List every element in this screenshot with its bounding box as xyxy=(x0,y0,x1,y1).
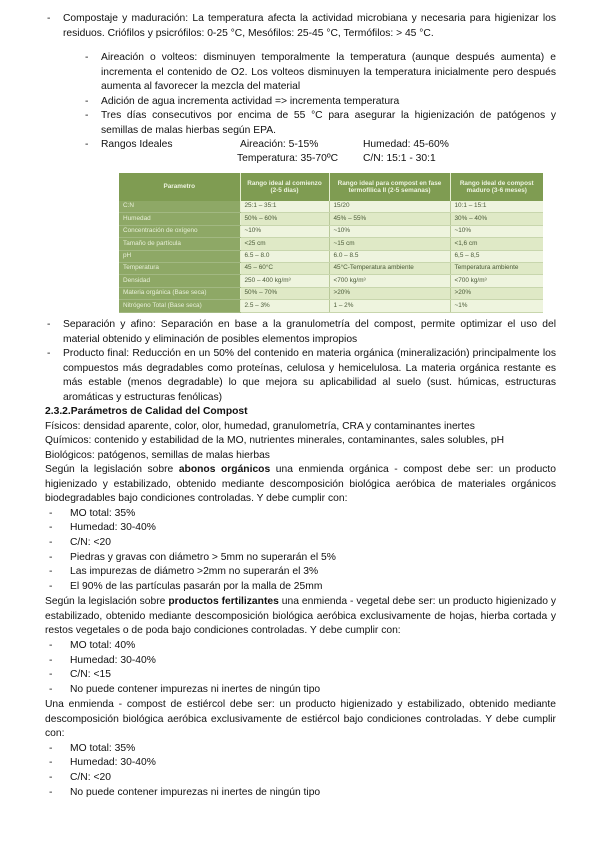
table-cell: pH xyxy=(119,250,240,262)
agua-text: Adición de agua incrementa actividad => incrementa temperatura xyxy=(101,96,400,107)
table-header-cell: Rango ideal de compost maduro (3-6 meses) xyxy=(450,173,543,201)
abonos-post: una enmienda orgánica - compost debe ser: un producto higienizado y estabilizado, obtenido mediante descomposición biológica aeróbica de materiales orgánicos biodegradables bajo condiciones controladas. Y debe cumplir con: xyxy=(45,464,556,505)
table-row xyxy=(119,201,543,213)
tres-dias-item xyxy=(85,109,556,138)
bullet-dash: - xyxy=(85,139,89,150)
bullet-dash: - xyxy=(47,319,51,330)
table-cell: Tamaño de partícula xyxy=(119,238,240,250)
list-item: No puede contener impurezas ni inertes de ningún tipo xyxy=(70,684,321,695)
table-cell: ~10% xyxy=(329,225,450,237)
table-cell: 45 – 60°C xyxy=(240,262,329,274)
list-item: Piedras y gravas con diámetro > 5mm no superarán el 5% xyxy=(70,552,336,563)
table-header-cell: Rango ideal al comienzo (2-5 dias) xyxy=(240,173,329,201)
table-cell: 6.0 – 8.5 xyxy=(329,250,450,262)
abonos-paragraph xyxy=(45,463,556,507)
bullet-dash: - xyxy=(49,772,53,783)
table-row xyxy=(119,225,543,237)
tres-dias-text: Tres días consecutivos por encima de 55 °C para asegurar la higienización de patógenos y semillas de malas hierbas según EPA. xyxy=(101,110,556,136)
table-cell: Concentración de oxígeno xyxy=(119,225,240,237)
table-row xyxy=(119,238,543,250)
bullet-dash: - xyxy=(49,581,53,592)
estiercol-text: Una enmienda - compost de estiércol debe ser: un producto higienizado y estabilizado, obtenido mediante descomposición biológica aeróbica exclusivamente de estiércol bajo condiciones controladas. Y debe cumplir con: xyxy=(45,699,556,740)
bullet-dash: - xyxy=(49,669,53,680)
list-item: Humedad: 30-40% xyxy=(70,757,156,768)
rangos-ideales-label: Rangos Ideales xyxy=(101,139,173,150)
abonos-bold: abonos orgánicos xyxy=(178,464,271,475)
list-item: C/N: <20 xyxy=(70,772,111,783)
compostaje-item xyxy=(47,12,556,41)
separacion-text: Separación y afino: Separación en base a la granulometría del compost, permite optimizar el uso del material obtenido y eliminación de posibles elementos impropios xyxy=(63,319,556,345)
bullet-dash: - xyxy=(85,110,89,121)
table-cell: <1,6 cm xyxy=(450,238,543,250)
table-header-cell: Parametro xyxy=(119,173,240,201)
table-cell: 50% – 70% xyxy=(240,287,329,299)
bullet-dash: - xyxy=(49,566,53,577)
table-cell: 45°C-Temperatura ambiente xyxy=(329,262,450,274)
bullet-dash: - xyxy=(49,743,53,754)
table-cell: 2.5 – 3% xyxy=(240,300,329,312)
rango-aireacion: Aireación: 5-15% xyxy=(240,139,319,150)
table-cell: 250 – 400 kg/m³ xyxy=(240,275,329,287)
table-row xyxy=(119,287,543,299)
list-item: El 90% de las partículas pasarán por la malla de 25mm xyxy=(70,581,323,592)
bullet-dash: - xyxy=(85,52,89,63)
table-cell: Materia orgánica (Base seca) xyxy=(119,287,240,299)
bullet-dash: - xyxy=(47,348,51,359)
bullet-dash: - xyxy=(49,508,53,519)
table-header-cell: Rango ideal para compost en fase termofilica II (2-5 semanas) xyxy=(329,173,450,201)
rangos-table xyxy=(119,173,543,313)
table-cell: 25:1 – 35:1 xyxy=(240,201,329,213)
aireacion-text: Aireación o volteos: disminuyen temporalmente la temperatura (aunque después aumenta) e incrementa el contenido de O2. Los volteos disminuyen la temperatura inicialmente pero después aumenta al favorecer la mezcla del material xyxy=(101,52,556,93)
table-cell: 45% – 55% xyxy=(329,213,450,225)
section-title: 2.3.2.Parámetros de Calidad del Compost xyxy=(45,406,248,417)
list-item: MO total: 35% xyxy=(70,743,136,754)
list-item: Humedad: 30-40% xyxy=(70,522,156,533)
table-cell: C:N xyxy=(119,201,240,213)
table-cell: Densidad xyxy=(119,275,240,287)
table-cell: <25 cm xyxy=(240,238,329,250)
aireacion-item xyxy=(85,51,556,95)
table-cell: >20% xyxy=(329,287,450,299)
compostaje-text: Compostaje y maduración: La temperatura afecta la actividad microbiana y necesaria para higienizar los residuos. Criófilos y psicrófilos: 0-25 °C, Mesófilos: 25-45 °C, Termófilos: > 45 °C. xyxy=(63,13,556,39)
list-item: MO total: 35% xyxy=(70,508,136,519)
bullet-dash: - xyxy=(49,552,53,563)
estiercol-paragraph xyxy=(45,698,556,742)
fisicos-line: Físicos: densidad aparente, color, olor, humedad, granulometría, CRA y contaminantes inertes xyxy=(45,421,475,432)
rango-cn: C/N: 15:1 - 30:1 xyxy=(363,153,436,164)
bullet-dash: - xyxy=(49,655,53,666)
productos-pre: Según la legislación sobre xyxy=(45,596,169,607)
table-cell: Temperatura xyxy=(119,262,240,274)
table-row xyxy=(119,300,543,312)
table-cell: ~15 cm xyxy=(329,238,450,250)
bullet-dash: - xyxy=(85,96,89,107)
quimicos-line: Químicos: contenido y estabilidad de la MO, nutrientes minerales, contaminantes, sales solubles, pH xyxy=(45,435,505,446)
table-cell: 6,5 – 8,5 xyxy=(450,250,543,262)
bullet-dash: - xyxy=(49,640,53,651)
table-cell: 1 – 2% xyxy=(329,300,450,312)
list-item: Las impurezas de diámetro >2mm no superarán el 3% xyxy=(70,566,319,577)
producto-final-item xyxy=(47,347,556,405)
rango-humedad: Humedad: 45-60% xyxy=(363,139,449,150)
agua-item xyxy=(85,95,556,110)
producto-final-text: Producto final: Reducción en un 50% del contenido en materia orgánica (mineralización) principalmente los compuestos más degradables como proteínas, celulosa y hemicelulosa. La materia orgánica restante es más estable (menos degradable) lo que mejora su aplicabilidad al suelo (sust. húmicas, estructuras aromáticas y estructuras fenólicas) xyxy=(63,348,556,403)
table-row xyxy=(119,213,543,225)
table-cell: ~10% xyxy=(450,225,543,237)
bullet-dash: - xyxy=(49,757,53,768)
table-cell: <700 kg/m³ xyxy=(450,275,543,287)
separacion-item xyxy=(47,318,556,347)
table-cell: ~1% xyxy=(450,300,543,312)
table-cell: 10:1 – 15:1 xyxy=(450,201,543,213)
table-cell: 50% – 60% xyxy=(240,213,329,225)
productos-bold: productos fertilizantes xyxy=(168,596,279,607)
bullet-dash: - xyxy=(49,684,53,695)
table-row xyxy=(119,250,543,262)
list-item: No puede contener impurezas ni inertes de ningún tipo xyxy=(70,787,321,798)
list-item: C/N: <20 xyxy=(70,537,111,548)
table-cell: Nitrógeno Total (Base seca) xyxy=(119,300,240,312)
table-cell: 15/20 xyxy=(329,201,450,213)
bullet-dash: - xyxy=(49,537,53,548)
abonos-pre: Según la legislación sobre xyxy=(45,464,179,475)
bullet-dash: - xyxy=(47,13,51,24)
productos-paragraph xyxy=(45,595,556,639)
biologicos-line: Biológicos: patógenos, semillas de malas hierbas xyxy=(45,450,270,461)
table-row xyxy=(119,275,543,287)
list-item: Humedad: 30-40% xyxy=(70,655,156,666)
list-item: C/N: <15 xyxy=(70,669,111,680)
table-cell: ~10% xyxy=(240,225,329,237)
productos-post: una enmienda - vegetal debe ser: un producto higienizado y estabilizado, obtenido mediante descomposición biológica aeróbica exclusivamente de hojas, hierba cortada y restos vegetales o de poda bajo condiciones controladas. Y debe cumplir con: xyxy=(45,596,556,637)
rango-temperatura: Temperatura: 35-70ºC xyxy=(237,153,339,164)
bullet-dash: - xyxy=(49,787,53,798)
table-cell: Temperatura ambiente xyxy=(450,262,543,274)
table-row xyxy=(119,262,543,274)
table-cell: <700 kg/m³ xyxy=(329,275,450,287)
bullet-dash: - xyxy=(49,522,53,533)
list-item: MO total: 40% xyxy=(70,640,136,651)
table-cell: 30% – 40% xyxy=(450,213,543,225)
table-cell: >20% xyxy=(450,287,543,299)
table-cell: 6.5 – 8.0 xyxy=(240,250,329,262)
table-cell: Humedad xyxy=(119,213,240,225)
table-header-row xyxy=(119,173,543,201)
